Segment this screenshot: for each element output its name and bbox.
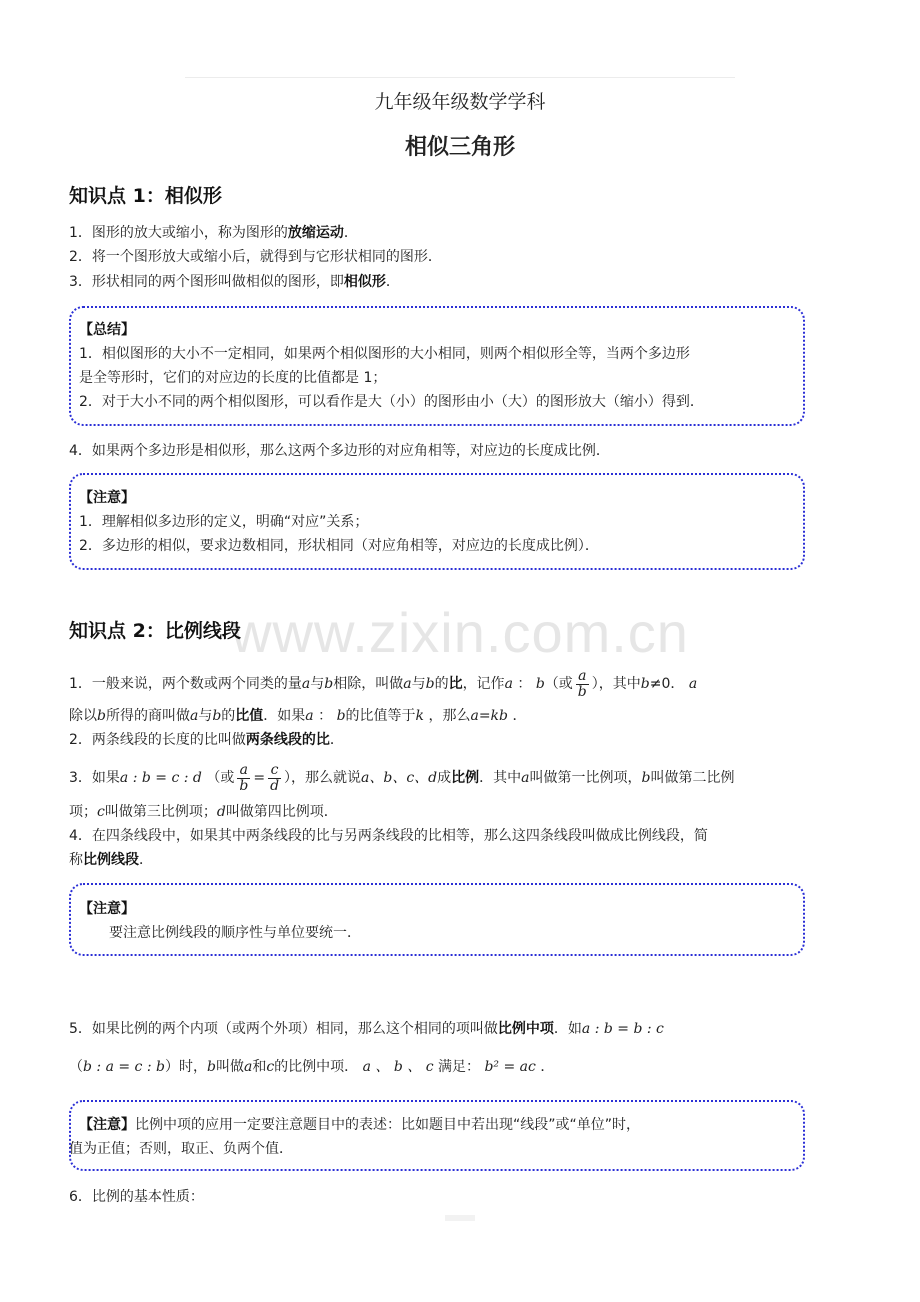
eq-a-kb: a=kb (470, 708, 508, 724)
watermark: www.zixin.com.cn (231, 601, 689, 664)
p1-text: 与 (310, 676, 325, 692)
s1-item1-term: 放缩运动 (287, 225, 344, 241)
var-a: a (189, 708, 199, 724)
var-list-abc: a 、 b 、 c (362, 1059, 434, 1075)
p5-text: 满足： (438, 1059, 481, 1075)
var-c: c (97, 804, 105, 820)
p1-text: 除以 (69, 708, 97, 724)
var-k: k (415, 708, 425, 724)
p3-text: 叫做第三比例项； (104, 804, 217, 820)
s1-item3 (69, 272, 400, 292)
var-a: a (688, 676, 698, 692)
var-b: b (206, 1059, 216, 1075)
var-b: b (641, 770, 651, 786)
s2-p3-line2 (69, 802, 338, 822)
frac-num: c (268, 763, 281, 779)
section1-heading: 知识点 1：相似形 (69, 185, 222, 207)
s2-p2 (69, 730, 344, 750)
s2-p1-line1 (69, 668, 697, 700)
subject-title: 九年级年级数学学科 (374, 91, 546, 113)
neq-zero: ≠0 (649, 676, 671, 692)
p5-text: ． (540, 1059, 555, 1075)
s1-item3-text: 3．形状相同的两个图形叫做相似的图形，即 (69, 274, 344, 290)
var-a: a (305, 708, 314, 724)
equals: = (253, 770, 266, 786)
eq-b2-ac: b² = ac (484, 1059, 536, 1075)
note2-label (79, 899, 135, 919)
summary-line3: 2．对于大小不同的两个相似图形，可以看作是大（小）的图形由小（大）的图形放大（缩小）得到． (79, 394, 704, 410)
p1-text: 的 (221, 708, 236, 724)
summary-label-text: 【总结】 (79, 322, 135, 338)
eq-bacb: b : a = c : b (83, 1059, 165, 1075)
eq-abcd: a : b = c : d (119, 770, 202, 786)
p5-text: （ (69, 1059, 83, 1075)
s2-p3-line1 (69, 762, 734, 794)
p5-text: 和 (252, 1059, 267, 1075)
note3-text1: 比例中项的应用一定要注意题目中的表述：比如题目中若出现“线段”或“单位”时， (135, 1117, 641, 1133)
p1-text: 所得的商叫做 (105, 708, 190, 724)
s2-p6: 6．比例的基本性质： (69, 1189, 204, 1205)
note1-label (79, 488, 135, 508)
p5-text: 的比例中项． (274, 1059, 359, 1075)
p3-text: 叫做第四比例项． (225, 804, 338, 820)
p3-text: 3．如果 (69, 770, 120, 786)
var-b: b (97, 708, 106, 724)
p5-text: 叫做 (215, 1059, 244, 1075)
var-b: b (425, 676, 435, 692)
s1-item1-end: ． (343, 225, 358, 241)
term-ratio: 比 (448, 676, 463, 692)
s1-item3-end: ． (385, 274, 400, 290)
note1-label-text: 【注意】 (79, 490, 135, 506)
var-a: a (521, 770, 530, 786)
note3-line2: 值为正值；否则，取正、负两个值． (69, 1141, 293, 1157)
s1-item1 (69, 223, 358, 243)
term-proportion: 比例 (451, 770, 480, 786)
p1-text: 相除，叫做 (333, 676, 404, 692)
p3-text: ），那么就说 (284, 770, 362, 786)
p3-text: （或 (206, 770, 235, 786)
p3-text: 成 (437, 770, 452, 786)
frac-den: d (270, 777, 280, 794)
fraction-a-over-b (576, 669, 589, 700)
s2-p5-line1 (69, 1019, 664, 1039)
colon: ： (512, 676, 532, 692)
var-b: b (212, 708, 222, 724)
var-a: a (301, 676, 311, 692)
frac-den: b (577, 683, 587, 700)
var-d: d (216, 804, 226, 820)
note3-line1 (79, 1115, 640, 1135)
term-proportional-segments: 比例线段 (83, 852, 139, 868)
s2-p4-line2 (69, 850, 153, 870)
p2-text: 2．两条线段的长度的比叫做 (69, 732, 246, 748)
frac-num: a (576, 669, 589, 685)
var-a: a (243, 1059, 253, 1075)
footer-mark (445, 1215, 475, 1221)
p1-text: 的比值等于 (345, 708, 416, 724)
p4-end: ． (139, 852, 153, 868)
p1-text: ，记作 (462, 676, 505, 692)
s2-p4-line1: 4．在四条线段中，如果其中两条线段的比与另两条线段的比相等，那么这四条线段叫做成比例线段，简 (69, 828, 708, 844)
p3-text: 叫做第一比例项， (529, 770, 642, 786)
p2-end: ． (329, 732, 344, 748)
p5-text: 5．如果比例的两个内项（或两个外项）相同，那么这个相同的项叫做 (69, 1021, 498, 1037)
p1-text: ． (512, 708, 527, 724)
var-c: c (266, 1059, 275, 1075)
var-list: a、b、c、d (361, 770, 438, 786)
note1-line2: 2．多边形的相似，要求边数相同，形状相同（对应角相等，对应边的长度成比例）． (79, 538, 599, 554)
p3-text: 叫做第二比例 (650, 770, 735, 786)
note2-text: 要注意比例线段的顺序性与单位要统一． (109, 925, 361, 941)
p3-text: 项； (69, 804, 97, 820)
s1-item4: 4．如果两个多边形是相似形，那么这两个多边形的对应角相等，对应边的长度成比例． (69, 443, 610, 459)
summary-line1: 1．相似图形的大小不一定相同，如果两个相似图形的大小相同，则两个相似形全等，当两个多边形 (79, 346, 690, 362)
var-b: b (324, 676, 334, 692)
summary-label (79, 320, 135, 340)
p1-text: 与 (411, 676, 426, 692)
var-a: a (504, 676, 513, 692)
fraction-c-over-d (268, 763, 281, 794)
p4-text: 称 (69, 852, 83, 868)
note2-label-text: 【注意】 (79, 901, 135, 917)
note-box-3 (69, 1100, 805, 1171)
p1-text: （或 (544, 676, 573, 692)
section2-heading: 知识点 2：比例线段 (69, 620, 241, 642)
p1-text: ．如果 (263, 708, 306, 724)
var-b: b (336, 708, 346, 724)
frac-num: a (237, 763, 250, 779)
p5-text: ）时， (164, 1059, 207, 1075)
var-b: b (535, 676, 545, 692)
term-segment-ratio: 两条线段的比 (245, 732, 330, 748)
s2-p1-line2 (69, 706, 526, 726)
colon: ： (313, 708, 333, 724)
note-box-2 (69, 883, 805, 956)
term-mean-proportional: 比例中项 (497, 1021, 554, 1037)
page-title: 相似三角形 (404, 135, 515, 160)
var-b: b (640, 676, 650, 692)
p1-text: 与 (198, 708, 213, 724)
p5-text: ．如 (553, 1021, 582, 1037)
eq-abbc: a : b = b : c (581, 1021, 664, 1037)
fraction-a-over-b (237, 763, 250, 794)
p1-text: ，那么 (428, 708, 471, 724)
p1-text: 1．一般来说，两个数或两个同类的量 (69, 676, 302, 692)
var-a: a (403, 676, 412, 692)
summary-line2: 是全等形时，它们的对应边的长度的比值都是 1； (79, 370, 387, 386)
s1-item1-text: 1．图形的放大或缩小，称为图形的 (69, 225, 288, 241)
frac-den: b (239, 777, 249, 794)
s1-item2: 2．将一个图形放大或缩小后，就得到与它形状相同的图形． (69, 249, 442, 265)
s2-p5-line2 (69, 1057, 554, 1077)
note1-line1: 1．理解相似多边形的定义，明确“对应”关系； (79, 514, 369, 530)
header-rule (185, 77, 735, 78)
note3-label: 【注意】 (79, 1117, 135, 1133)
term-ratio-value: 比值 (235, 708, 264, 724)
p3-text: ．其中 (479, 770, 522, 786)
p1-text: ． (670, 676, 685, 692)
p1-text: 的 (434, 676, 449, 692)
s1-item3-term: 相似形 (343, 274, 386, 290)
p1-text: ），其中 (591, 676, 641, 692)
